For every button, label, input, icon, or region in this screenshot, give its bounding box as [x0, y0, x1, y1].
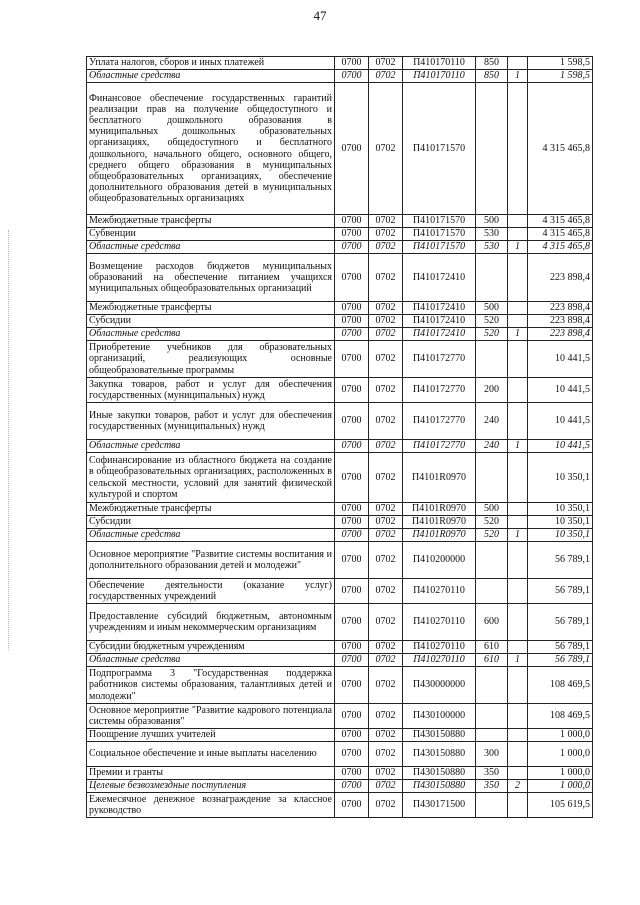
row-expense-type-code: 500 — [476, 503, 508, 516]
table-row — [87, 729, 593, 742]
row-fund-source-code — [508, 302, 528, 315]
row-name: Софинансирование из областного бюджета на создание в общеобразовательных организациях, расположенных в сельской местности, условий для занятий физической культурой и спортом — [87, 453, 335, 503]
row-section-code: 0700 — [335, 654, 369, 667]
row-amount: 4 315 465,8 — [528, 83, 593, 215]
row-fund-source-code — [508, 83, 528, 215]
table-row — [87, 315, 593, 328]
row-section-code: 0700 — [335, 529, 369, 542]
row-expense-type-code: 300 — [476, 742, 508, 767]
row-amount: 56 789,1 — [528, 542, 593, 579]
row-expense-type-code: 530 — [476, 241, 508, 254]
table-row — [87, 579, 593, 604]
row-amount: 223 898,4 — [528, 315, 593, 328]
table-row — [87, 667, 593, 704]
row-fund-source-code: 1 — [508, 70, 528, 83]
row-fund-source-code: 2 — [508, 780, 528, 793]
row-amount: 10 350,1 — [528, 529, 593, 542]
row-name: Иные закупки товаров, работ и услуг для обеспечения государственных (муниципальных) нужд — [87, 403, 335, 440]
row-expense-type-code: 500 — [476, 215, 508, 228]
row-name: Подпрограмма 3 "Государственная поддержка работников системы образования, талантливых детей и молодежи" — [87, 667, 335, 704]
row-expense-type-code: 610 — [476, 641, 508, 654]
row-section-code: 0700 — [335, 341, 369, 378]
row-expense-type-code: 240 — [476, 440, 508, 453]
row-fund-source-code — [508, 542, 528, 579]
row-fund-source-code — [508, 315, 528, 328]
row-target-article-code: П410170110 — [403, 70, 476, 83]
row-name: Субвенции — [87, 228, 335, 241]
row-target-article-code: П410171570 — [403, 215, 476, 228]
row-name: Межбюджетные трансферты — [87, 215, 335, 228]
row-amount: 108 469,5 — [528, 667, 593, 704]
row-fund-source-code — [508, 254, 528, 302]
table-row — [87, 70, 593, 83]
row-subsection-code: 0702 — [369, 604, 403, 641]
row-name: Областные средства — [87, 70, 335, 83]
row-name: Основное мероприятие "Развитие системы воспитания и дополнительного образования детей и молодежи" — [87, 542, 335, 579]
row-amount: 56 789,1 — [528, 579, 593, 604]
table-row — [87, 780, 593, 793]
row-fund-source-code — [508, 503, 528, 516]
table-row — [87, 503, 593, 516]
row-section-code: 0700 — [335, 70, 369, 83]
table-row — [87, 742, 593, 767]
row-target-article-code: П4101R0970 — [403, 503, 476, 516]
row-target-article-code: П4101R0970 — [403, 529, 476, 542]
row-name: Областные средства — [87, 328, 335, 341]
row-amount: 56 789,1 — [528, 641, 593, 654]
row-section-code: 0700 — [335, 453, 369, 503]
row-section-code: 0700 — [335, 704, 369, 729]
row-name: Приобретение учебников для образовательных организаций, реализующих основные общеобразовательные программы — [87, 341, 335, 378]
row-name: Основное мероприятие "Развитие кадрового потенциала системы образования" — [87, 704, 335, 729]
row-target-article-code: П410172410 — [403, 328, 476, 341]
table-row — [87, 453, 593, 503]
table-row — [87, 241, 593, 254]
row-expense-type-code — [476, 83, 508, 215]
table-row — [87, 83, 593, 215]
row-expense-type-code — [476, 704, 508, 729]
row-target-article-code: П410200000 — [403, 542, 476, 579]
row-expense-type-code — [476, 453, 508, 503]
row-fund-source-code — [508, 453, 528, 503]
row-amount: 10 350,1 — [528, 453, 593, 503]
row-expense-type-code: 520 — [476, 315, 508, 328]
row-subsection-code: 0702 — [369, 542, 403, 579]
row-subsection-code: 0702 — [369, 793, 403, 818]
row-amount: 10 441,5 — [528, 440, 593, 453]
table-row — [87, 641, 593, 654]
row-subsection-code: 0702 — [369, 378, 403, 403]
row-amount: 4 315 465,8 — [528, 228, 593, 241]
row-subsection-code: 0702 — [369, 704, 403, 729]
row-section-code: 0700 — [335, 302, 369, 315]
row-amount: 105 619,5 — [528, 793, 593, 818]
table-row — [87, 378, 593, 403]
row-target-article-code: П410172770 — [403, 403, 476, 440]
table-row — [87, 604, 593, 641]
row-subsection-code: 0702 — [369, 453, 403, 503]
row-target-article-code: П4101R0970 — [403, 516, 476, 529]
row-section-code: 0700 — [335, 542, 369, 579]
row-fund-source-code: 1 — [508, 241, 528, 254]
row-target-article-code: П410172410 — [403, 302, 476, 315]
row-subsection-code: 0702 — [369, 315, 403, 328]
row-target-article-code: П410172770 — [403, 440, 476, 453]
row-amount: 10 441,5 — [528, 378, 593, 403]
table-row — [87, 215, 593, 228]
row-expense-type-code: 520 — [476, 328, 508, 341]
row-fund-source-code — [508, 793, 528, 818]
row-fund-source-code — [508, 215, 528, 228]
row-target-article-code: П410270110 — [403, 641, 476, 654]
row-section-code: 0700 — [335, 83, 369, 215]
table-row — [87, 654, 593, 667]
row-target-article-code: П410171570 — [403, 83, 476, 215]
row-section-code: 0700 — [335, 57, 369, 70]
row-name: Социальное обеспечение и иные выплаты населению — [87, 742, 335, 767]
row-target-article-code: П430150880 — [403, 729, 476, 742]
binding-margin-line — [8, 230, 9, 650]
row-expense-type-code: 200 — [476, 378, 508, 403]
row-subsection-code: 0702 — [369, 302, 403, 315]
table-row — [87, 302, 593, 315]
row-expense-type-code — [476, 254, 508, 302]
row-section-code: 0700 — [335, 254, 369, 302]
row-fund-source-code — [508, 767, 528, 780]
row-expense-type-code — [476, 542, 508, 579]
row-expense-type-code — [476, 793, 508, 818]
row-expense-type-code: 610 — [476, 654, 508, 667]
row-target-article-code: П4101R0970 — [403, 453, 476, 503]
row-amount: 10 441,5 — [528, 341, 593, 378]
row-name: Финансовое обеспечение государственных гарантий реализации прав на получение общедоступного и бесплатного дошкольного образования в муниципальных дошкольных образовательных организациях, общедоступного и бесплатного дошкольного, начального общего, основного общего, среднего общего образования в муниципальных общеобразовательных организациях, обеспечение дополнительного образования детей в муниципальных общеобразовательных организациях — [87, 83, 335, 215]
row-name: Возмещение расходов бюджетов муниципальных образований на обеспечение питанием учащихся муниципальных общеобразовательных организаций — [87, 254, 335, 302]
row-name: Обеспечение деятельности (оказание услуг) государственных учреждений — [87, 579, 335, 604]
row-expense-type-code: 600 — [476, 604, 508, 641]
row-fund-source-code — [508, 729, 528, 742]
table-row — [87, 341, 593, 378]
row-section-code: 0700 — [335, 579, 369, 604]
table-row — [87, 440, 593, 453]
row-subsection-code: 0702 — [369, 654, 403, 667]
row-section-code: 0700 — [335, 440, 369, 453]
row-fund-source-code — [508, 704, 528, 729]
row-amount: 223 898,4 — [528, 254, 593, 302]
row-fund-source-code — [508, 516, 528, 529]
row-expense-type-code: 850 — [476, 70, 508, 83]
table-row — [87, 516, 593, 529]
table-row — [87, 767, 593, 780]
row-name: Закупка товаров, работ и услуг для обеспечения государственных (муниципальных) нужд — [87, 378, 335, 403]
page-number: 47 — [313, 8, 327, 23]
row-amount: 1 000,0 — [528, 767, 593, 780]
row-section-code: 0700 — [335, 793, 369, 818]
row-expense-type-code: 350 — [476, 767, 508, 780]
row-subsection-code: 0702 — [369, 767, 403, 780]
table-row — [87, 704, 593, 729]
row-name: Уплата налогов, сборов и иных платежей — [87, 57, 335, 70]
table-row — [87, 542, 593, 579]
row-fund-source-code — [508, 667, 528, 704]
row-name: Межбюджетные трансферты — [87, 503, 335, 516]
table-row — [87, 228, 593, 241]
row-section-code: 0700 — [335, 378, 369, 403]
row-subsection-code: 0702 — [369, 742, 403, 767]
table-row — [87, 328, 593, 341]
table-row — [87, 403, 593, 440]
row-target-article-code: П430150880 — [403, 780, 476, 793]
row-fund-source-code — [508, 742, 528, 767]
row-subsection-code: 0702 — [369, 254, 403, 302]
row-fund-source-code: 1 — [508, 529, 528, 542]
row-subsection-code: 0702 — [369, 57, 403, 70]
row-target-article-code: П430000000 — [403, 667, 476, 704]
row-amount: 10 441,5 — [528, 403, 593, 440]
row-amount: 56 789,1 — [528, 604, 593, 641]
row-fund-source-code — [508, 604, 528, 641]
row-name: Межбюджетные трансферты — [87, 302, 335, 315]
row-amount: 223 898,4 — [528, 328, 593, 341]
row-target-article-code: П410270110 — [403, 579, 476, 604]
row-expense-type-code — [476, 341, 508, 378]
row-name: Областные средства — [87, 529, 335, 542]
row-amount: 1 000,0 — [528, 729, 593, 742]
row-subsection-code: 0702 — [369, 579, 403, 604]
table-row — [87, 254, 593, 302]
row-fund-source-code: 1 — [508, 328, 528, 341]
row-subsection-code: 0702 — [369, 516, 403, 529]
row-amount: 10 350,1 — [528, 503, 593, 516]
row-fund-source-code — [508, 378, 528, 403]
row-section-code: 0700 — [335, 667, 369, 704]
row-subsection-code: 0702 — [369, 70, 403, 83]
row-subsection-code: 0702 — [369, 503, 403, 516]
row-name: Субсидии — [87, 516, 335, 529]
row-fund-source-code — [508, 641, 528, 654]
row-section-code: 0700 — [335, 516, 369, 529]
row-subsection-code: 0702 — [369, 215, 403, 228]
budget-table-body — [87, 57, 593, 818]
row-name: Поощрение лучших учителей — [87, 729, 335, 742]
row-amount: 56 789,1 — [528, 654, 593, 667]
row-section-code: 0700 — [335, 315, 369, 328]
row-target-article-code: П430150880 — [403, 742, 476, 767]
row-amount: 4 315 465,8 — [528, 241, 593, 254]
row-target-article-code: П430150880 — [403, 767, 476, 780]
row-amount: 1 000,0 — [528, 780, 593, 793]
row-target-article-code: П410270110 — [403, 654, 476, 667]
row-subsection-code: 0702 — [369, 641, 403, 654]
table-row — [87, 793, 593, 818]
row-amount: 4 315 465,8 — [528, 215, 593, 228]
row-fund-source-code — [508, 403, 528, 440]
row-expense-type-code: 530 — [476, 228, 508, 241]
row-amount: 223 898,4 — [528, 302, 593, 315]
row-section-code: 0700 — [335, 241, 369, 254]
row-subsection-code: 0702 — [369, 780, 403, 793]
row-fund-source-code: 1 — [508, 440, 528, 453]
row-name: Областные средства — [87, 241, 335, 254]
row-subsection-code: 0702 — [369, 328, 403, 341]
table-row — [87, 529, 593, 542]
row-amount: 1 000,0 — [528, 742, 593, 767]
row-section-code: 0700 — [335, 604, 369, 641]
row-subsection-code: 0702 — [369, 83, 403, 215]
row-section-code: 0700 — [335, 780, 369, 793]
row-subsection-code: 0702 — [369, 403, 403, 440]
row-target-article-code: П410270110 — [403, 604, 476, 641]
row-expense-type-code: 850 — [476, 57, 508, 70]
row-expense-type-code: 240 — [476, 403, 508, 440]
row-fund-source-code: 1 — [508, 654, 528, 667]
row-fund-source-code — [508, 341, 528, 378]
row-subsection-code: 0702 — [369, 241, 403, 254]
row-fund-source-code — [508, 57, 528, 70]
row-section-code: 0700 — [335, 215, 369, 228]
row-target-article-code: П410172770 — [403, 378, 476, 403]
row-target-article-code: П430100000 — [403, 704, 476, 729]
row-target-article-code: П410170110 — [403, 57, 476, 70]
row-expense-type-code: 520 — [476, 516, 508, 529]
row-subsection-code: 0702 — [369, 529, 403, 542]
row-section-code: 0700 — [335, 729, 369, 742]
row-amount: 1 598,5 — [528, 57, 593, 70]
row-amount: 10 350,1 — [528, 516, 593, 529]
row-name: Ежемесячное денежное вознаграждение за классное руководство — [87, 793, 335, 818]
row-name: Субсидии — [87, 315, 335, 328]
row-amount: 1 598,5 — [528, 70, 593, 83]
row-amount: 108 469,5 — [528, 704, 593, 729]
row-subsection-code: 0702 — [369, 228, 403, 241]
row-subsection-code: 0702 — [369, 341, 403, 378]
row-target-article-code: П410171570 — [403, 228, 476, 241]
row-target-article-code: П430171500 — [403, 793, 476, 818]
row-section-code: 0700 — [335, 767, 369, 780]
row-expense-type-code — [476, 729, 508, 742]
row-section-code: 0700 — [335, 641, 369, 654]
row-section-code: 0700 — [335, 328, 369, 341]
row-target-article-code: П410172770 — [403, 341, 476, 378]
row-fund-source-code — [508, 228, 528, 241]
row-target-article-code: П410171570 — [403, 241, 476, 254]
table-row — [87, 57, 593, 70]
row-name: Областные средства — [87, 654, 335, 667]
row-section-code: 0700 — [335, 403, 369, 440]
row-expense-type-code: 350 — [476, 780, 508, 793]
row-subsection-code: 0702 — [369, 440, 403, 453]
row-name: Субсидии бюджетным учреждениям — [87, 641, 335, 654]
row-subsection-code: 0702 — [369, 729, 403, 742]
row-section-code: 0700 — [335, 503, 369, 516]
row-expense-type-code — [476, 667, 508, 704]
row-expense-type-code: 520 — [476, 529, 508, 542]
row-section-code: 0700 — [335, 742, 369, 767]
row-target-article-code: П410172410 — [403, 315, 476, 328]
row-expense-type-code: 500 — [476, 302, 508, 315]
row-name: Целевые безвозмездные поступления — [87, 780, 335, 793]
row-name: Областные средства — [87, 440, 335, 453]
row-expense-type-code — [476, 579, 508, 604]
row-subsection-code: 0702 — [369, 667, 403, 704]
budget-table — [86, 56, 593, 818]
row-section-code: 0700 — [335, 228, 369, 241]
row-fund-source-code — [508, 579, 528, 604]
row-target-article-code: П410172410 — [403, 254, 476, 302]
row-name: Премии и гранты — [87, 767, 335, 780]
row-name: Предоставление субсидий бюджетным, автономным учреждениям и иным некоммерческим организациям — [87, 604, 335, 641]
